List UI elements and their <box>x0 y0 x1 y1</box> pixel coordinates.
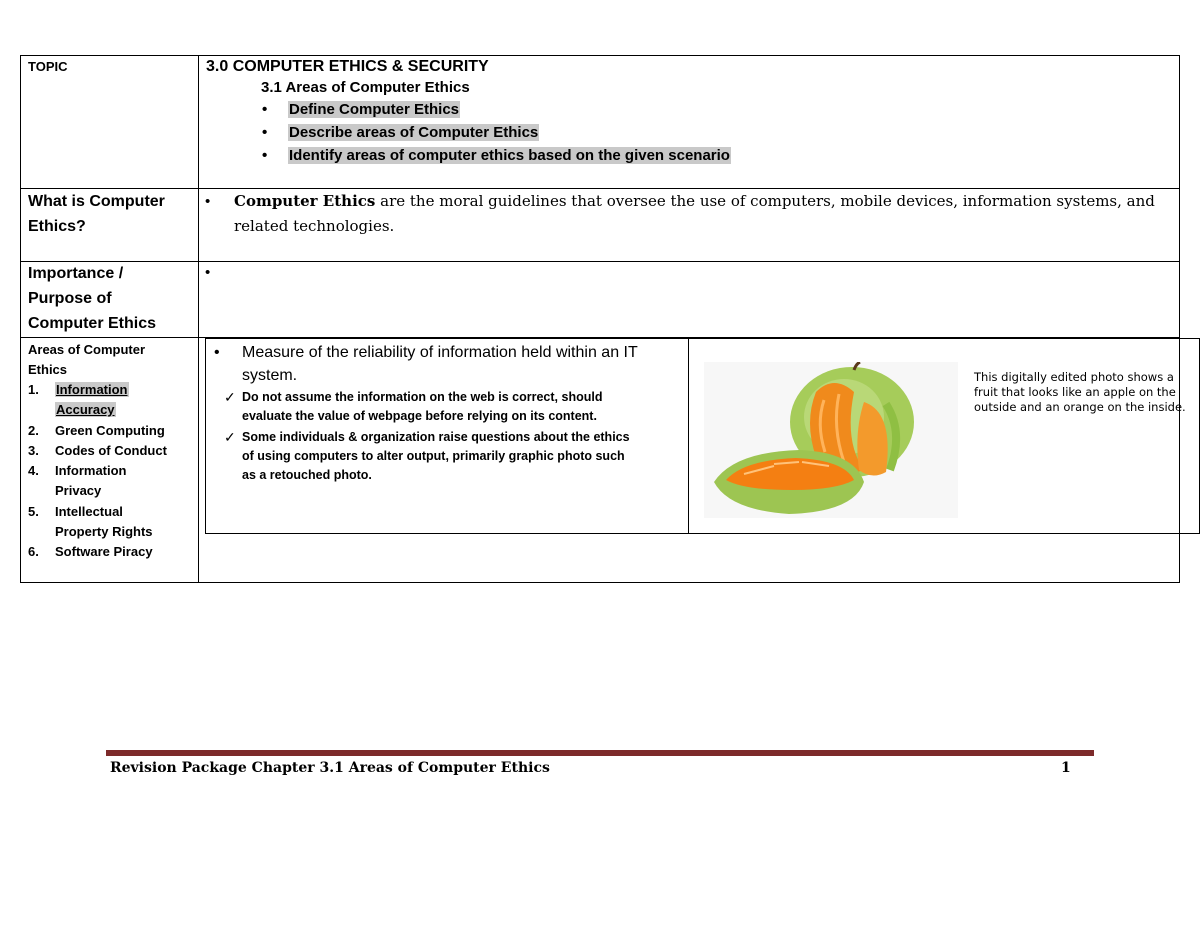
apple-orange-photo <box>704 362 958 518</box>
importance-label: Importance / Purpose of Computer Ethics <box>28 265 157 332</box>
area-item: 2. Green Computing <box>28 422 165 438</box>
definition-term: Computer Ethics <box>234 192 376 210</box>
area-item: 1. Information Accuracy <box>28 382 128 418</box>
page-number: 1 <box>1061 760 1071 776</box>
importance-bullet: • <box>205 264 211 281</box>
column-divider <box>198 56 199 582</box>
area-item: 3. Codes of Conduct <box>28 442 167 458</box>
footer-text: Revision Package Chapter 3.1 Areas of Computer Ethics <box>110 760 550 776</box>
checkmark-icon: ✓ <box>224 389 236 405</box>
definition-text: • Computer Ethics are the moral guidelines that oversee the use of computers, mobile devices, information systems, and related technologies. <box>205 192 1155 235</box>
definition-label: What is Computer Ethics? <box>28 193 165 235</box>
accuracy-content: • Measure of the reliability of information held within an IT system. ✓ Do not assume the information on the web is correct, should evaluate the value of webpage before relying on its content. ✓ Some individuals & organization raise questions about the ethics of using computers to alter output, primarily graphic photo such as a retouched photo. <box>214 341 679 485</box>
objective-item: • Define Computer Ethics <box>262 101 460 118</box>
topic-title: 3.0 COMPUTER ETHICS & SECURITY <box>206 58 489 75</box>
check-item: ✓ Some individuals & organization raise questions about the ethics of using computers to alter output, primarily graphic photo such as a retouched photo. <box>224 429 630 482</box>
area-item: 4. Information Privacy <box>28 463 127 499</box>
topic-subtitle: 3.1 Areas of Computer Ethics <box>261 79 470 96</box>
photo-caption: This digitally edited photo shows a fruit that looks like an apple on the outside and an orange on the inside. <box>974 370 1186 414</box>
checkmark-icon: ✓ <box>224 429 236 445</box>
topic-content <box>206 58 1166 167</box>
area-item: 5. Intellectual Property Rights <box>28 503 153 540</box>
footer-bar <box>106 750 1094 756</box>
areas-column: Areas of Computer Ethics 1. Information Accuracy 2. Green Computing 3. Codes of Conduct 4. Information Privacy 5. Intellectual Property Rights 6. Software Piracy <box>28 340 188 563</box>
area-item: 6. Software Piracy <box>28 544 153 560</box>
areas-list <box>28 380 188 563</box>
objective-item: • Identify areas of computer ethics based on the given scenario <box>262 147 730 164</box>
check-item: ✓ Do not assume the information on the web is correct, should evaluate the value of webpage before relying on its content. <box>224 389 603 423</box>
row-divider <box>21 261 1179 262</box>
topic-label: TOPIC <box>28 59 68 74</box>
objective-item: • Describe areas of Computer Ethics <box>262 124 539 141</box>
topic-objectives <box>260 98 1166 167</box>
